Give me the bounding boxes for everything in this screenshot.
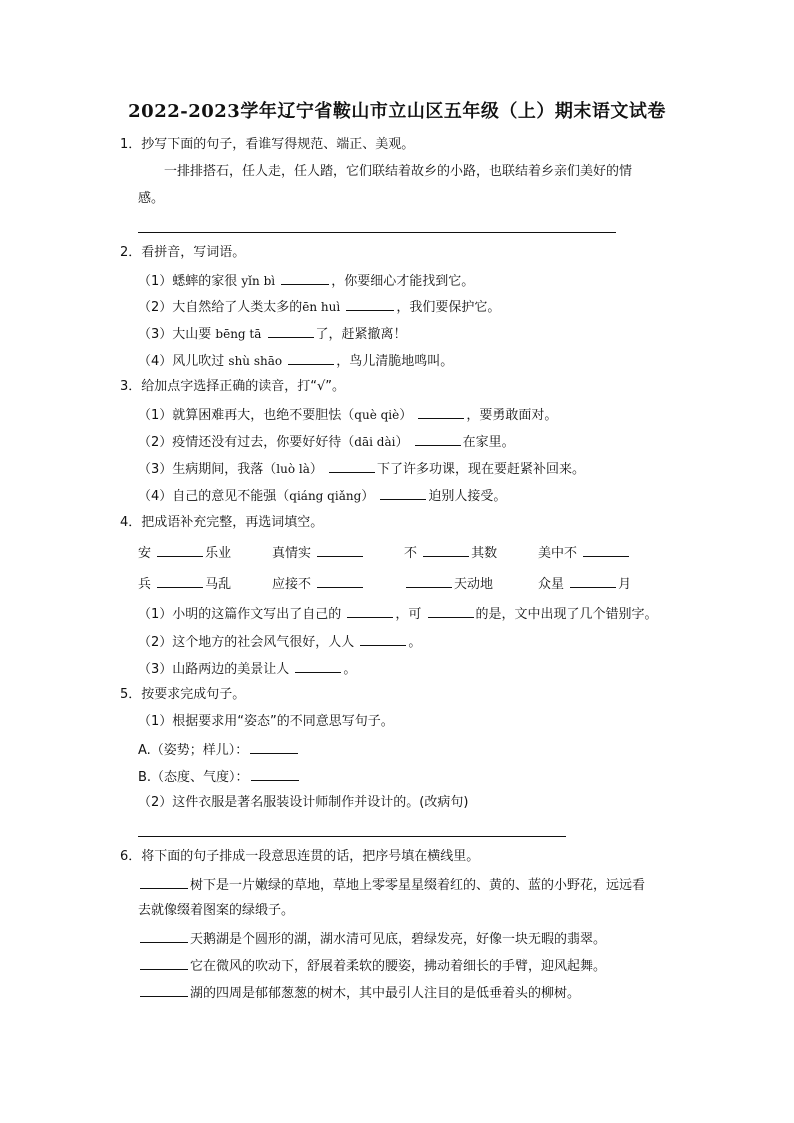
answer-blank[interactable] <box>295 659 341 673</box>
answer-blank[interactable] <box>415 432 461 446</box>
idiom-cell: 真情实 <box>272 543 365 563</box>
question-6-sentence-1-cont: 去就像缀着图案的绿缎子。 <box>138 903 295 918</box>
idiom-cell: 众星 月 <box>538 574 631 594</box>
answer-blank[interactable] <box>281 271 329 285</box>
idiom-cell: 兵 马乱 <box>138 574 231 594</box>
question-3-item-4: （4）自己的意见不能强（qiáng qiǎng） 迫别人接受。 <box>138 486 506 506</box>
answer-blank[interactable] <box>570 574 616 588</box>
answer-blank[interactable] <box>428 604 474 618</box>
answer-blank[interactable] <box>317 543 363 557</box>
question-4-stem: 4．把成语补充完整，再选词填空。 <box>120 515 324 530</box>
answer-blank[interactable] <box>140 956 188 970</box>
answer-blank[interactable] <box>317 574 363 588</box>
answer-blank[interactable] <box>406 574 452 588</box>
question-4-fill-3: （3）山路两边的美景让人 。 <box>138 659 356 679</box>
question-3-item-2: （2）疫情还没有过去，你要好好待（dāi dài） 在家里。 <box>138 432 515 452</box>
answer-blank[interactable] <box>140 929 188 943</box>
idiom-cell: 不 其数 <box>404 543 497 563</box>
answer-blank[interactable] <box>157 543 203 557</box>
answer-blank[interactable] <box>250 740 298 754</box>
question-5-option-b: B.（态度、气度）： <box>138 767 301 787</box>
question-1-stem: 1．抄写下面的句子，看谁写得规范、端正、美观。 <box>120 137 415 152</box>
idiom-cell: 美中不 <box>538 543 631 563</box>
question-3-stem: 3．给加点字选择正确的读音，打“√”。 <box>120 379 346 394</box>
question-5-stem: 5．按要求完成句子。 <box>120 687 246 702</box>
question-3-item-1: （1）就算困难再大，也绝不要胆怯（què qiè） ，要勇敢面对。 <box>138 405 557 425</box>
answer-blank[interactable] <box>288 351 334 365</box>
question-2-item-1: （1）蟋蟀的家很 yǐn bì ，你要细心才能找到它。 <box>138 271 474 291</box>
question-1-passage-end: 感。 <box>138 191 165 206</box>
question-2-item-3: （3）大山要 bēng tā 了，赶紧撤离！ <box>138 324 407 344</box>
answer-blank[interactable] <box>346 297 394 311</box>
question-2-item-2: （2）大自然给了人类太多的ēn huì ，我们要保护它。 <box>138 297 500 317</box>
answer-line[interactable] <box>138 836 566 837</box>
question-1-passage: 一排排搭石，任人走，任人踏，它们联结着故乡的小路，也联结着乡亲们美好的情 <box>164 164 633 179</box>
question-6-sentence-3: 它在微风的吹动下，舒展着柔软的腰姿，拂动着细长的手臂，迎风起舞。 <box>138 956 606 976</box>
idiom-cell: 安 乐业 <box>138 543 231 563</box>
question-2-item-4: （4）风儿吹过 shù shāo ，鸟儿清脆地鸣叫。 <box>138 351 453 371</box>
answer-blank[interactable] <box>140 875 188 889</box>
answer-blank[interactable] <box>140 983 188 997</box>
answer-blank[interactable] <box>423 543 469 557</box>
question-3-item-3: （3）生病期间，我落（luò là） 下了许多功课，现在要赶紧补回来。 <box>138 459 585 479</box>
answer-blank[interactable] <box>583 543 629 557</box>
question-4-fill-1: （1）小明的这篇作文写出了自己的 ，可 的是，文中出现了几个错别字。 <box>138 604 658 624</box>
answer-line[interactable] <box>138 232 616 233</box>
idiom-cell: 天动地 <box>404 574 493 594</box>
question-2-stem: 2．看拼音，写词语。 <box>120 245 246 260</box>
answer-blank[interactable] <box>268 324 314 338</box>
page-title: 2022-2023学年辽宁省鞍山市立山区五年级（上）期末语文试卷 <box>128 101 666 122</box>
question-5-sub-1: （1）根据要求用“姿态”的不同意思写句子。 <box>138 714 394 729</box>
answer-blank[interactable] <box>347 604 393 618</box>
answer-blank[interactable] <box>360 632 406 646</box>
question-4-fill-2: （2）这个地方的社会风气很好，人人 。 <box>138 632 421 652</box>
answer-blank[interactable] <box>418 405 464 419</box>
answer-blank[interactable] <box>329 459 375 473</box>
question-6-sentence-1: 树下是一片嫩绿的草地，草地上零零星星缀着红的、黄的、蓝的小野花，远远看 <box>138 875 645 895</box>
question-6-stem: 6．将下面的句子排成一段意思连贯的话，把序号填在横线里。 <box>120 849 480 864</box>
question-6-sentence-4: 湖的四周是郁郁葱葱的树木，其中最引人注目的是低垂着头的柳树。 <box>138 983 580 1003</box>
answer-blank[interactable] <box>380 486 426 500</box>
question-5-sub-2: （2）这件衣服是著名服装设计师制作并设计的。(改病句) <box>138 795 469 810</box>
question-5-option-a: A.（姿势；样儿）： <box>138 740 300 760</box>
answer-blank[interactable] <box>251 767 299 781</box>
answer-blank[interactable] <box>157 574 203 588</box>
question-6-sentence-2: 天鹅湖是个圆形的湖，湖水清可见底，碧绿发亮，好像一块无暇的翡翠。 <box>138 929 606 949</box>
idiom-cell: 应接不 <box>272 574 365 594</box>
